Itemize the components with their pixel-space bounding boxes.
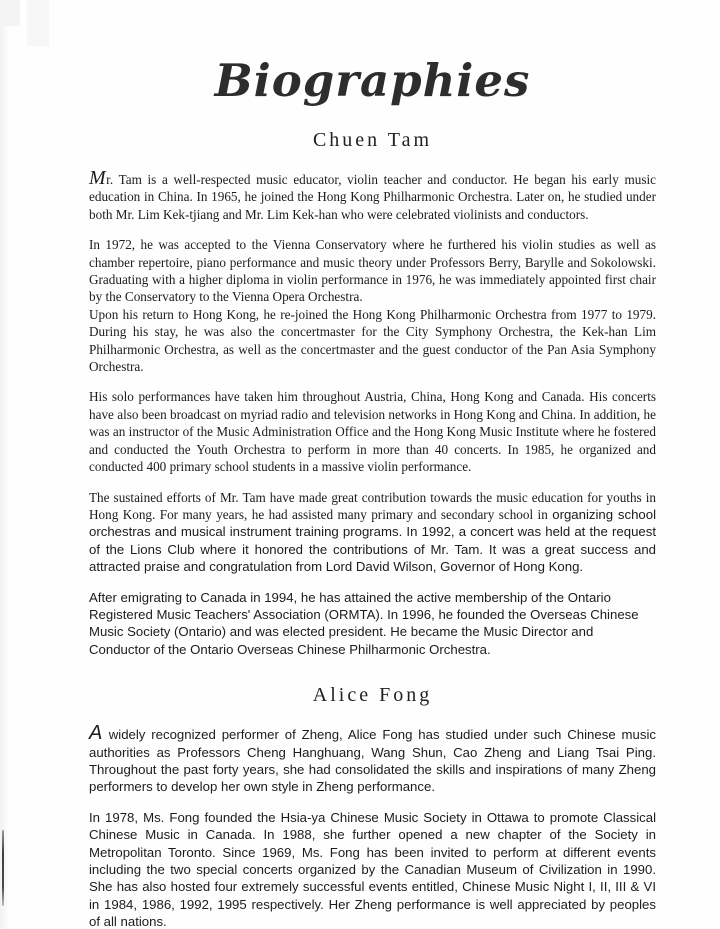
scan-line-artifact — [2, 830, 4, 906]
dropcap-initial: M — [89, 167, 107, 189]
bio-paragraph — [89, 489, 656, 576]
paragraph-text-serif-run: The sustained efforts of Mr. Tam have made great contribution towards the music education for youths in Hong Kong. For many years, he had assisted many primary and secondary school in — [89, 489, 656, 522]
page-title: Biographies — [214, 54, 531, 107]
section-heading-chuen-tam: Chuen Tam — [312, 129, 433, 151]
bio-paragraph: His solo performances have taken him throughout Austria, China, Hong Kong and Canada. His concerts have also been broadcast on myriad radio and television networks in Hong Kong and China. In addition, he was an instructor of the Music Administration Office and the Hong Kong Music Institute where he fostered and conducted the Youth Orchestra to perform in more than 40 concerts. In 1985, he organized and conducted 400 primary school students in a massive violin performance. — [89, 389, 656, 475]
scan-smudge-artifact — [2, 0, 20, 26]
bio-paragraph — [89, 722, 656, 796]
paragraph-text: r. Tam is a well-respected music educator, violin teacher and conductor. He began his early music education in China. In 1965, he joined the Hong Kong Philharmonic Orchestra. Later on, he studied under both Mr. Lim Kek-tjiang and Mr. Lim Kek-han who were celebrated violinists and conductors. — [89, 172, 656, 222]
paragraph-text-sans-run: organizing school orchestras and musical instrument training programs. In 1992, a concert was held at the request of the Lions Club where it honored the contributions of Mr. Tam. It was a great success and attracted praise and congratulation from Lord David Wilson, Governor of Hong Kong. — [89, 506, 657, 575]
bio-paragraph: In 1978, Ms. Fong founded the Hsia-ya Chinese Music Society in Ottawa to promote Classical Chinese Music in Canada. In 1988, she further opened a new chapter of the Society in Metropolitan Toronto. Since 1969, Ms. Fong has been invited to perform at different events including the two special concerts organized by the Canadian Museum of Civilization in 1990. She has also hosted four extremely successful events entitled, Chinese Music Night I, II, III & VI in 1984, 1986, 1992, 1995 respectively. Her Zheng performance is well appreciated by peoples of all nations. — [89, 809, 656, 929]
bio-paragraph: After emigrating to Canada in 1994, he has attained the active membership of the Ontario Registered Music Teachers' Association (ORMTA). In 1996, he founded the Overseas Chinese Music Society (Ontario) and was elected president. He became the Music Director and Conductor of the Ontario Overseas Chinese Philharmonic Orchestra. — [89, 589, 639, 657]
scan-smudge-artifact — [27, 0, 49, 46]
dropcap-initial: A — [89, 722, 103, 745]
bio-paragraph: In 1972, he was accepted to the Vienna Conservatory where he furthered his violin studies as well as chamber repertoire, piano performance and music theory under Professors Berry, Barylle and Sokolowski. Graduating with a higher diploma in violin performance in 1976, he was immediately appointed first chair by the Conservatory to the Vienna Opera Orchestra. — [89, 237, 656, 305]
bio-paragraph: Upon his return to Hong Kong, he re-joined the Hong Kong Philharmonic Orchestra from 1977 to 1979. During his stay, he was also the concertmaster for the City Symphony Orchestra, the Kek-han Lim Philharmonic Orchestra, as well as the concertmaster and the guest conductor of the Pan Asia Symphony Orchestra. — [89, 306, 656, 375]
paragraph-text: widely recognized performer of Zheng, Alice Fong has studied under such Chinese music authorities as Professors Cheng Hanghuang, Wang Shun, Cao Zheng and Liang Tsai Ping. Throughout the past forty years, she had consolidated the skills and inspirations of many Zheng performers to develop her own style in Zheng performance. — [89, 727, 656, 795]
section-heading-alice-fong: Alice Fong — [312, 684, 433, 707]
bio-paragraph — [89, 167, 656, 223]
